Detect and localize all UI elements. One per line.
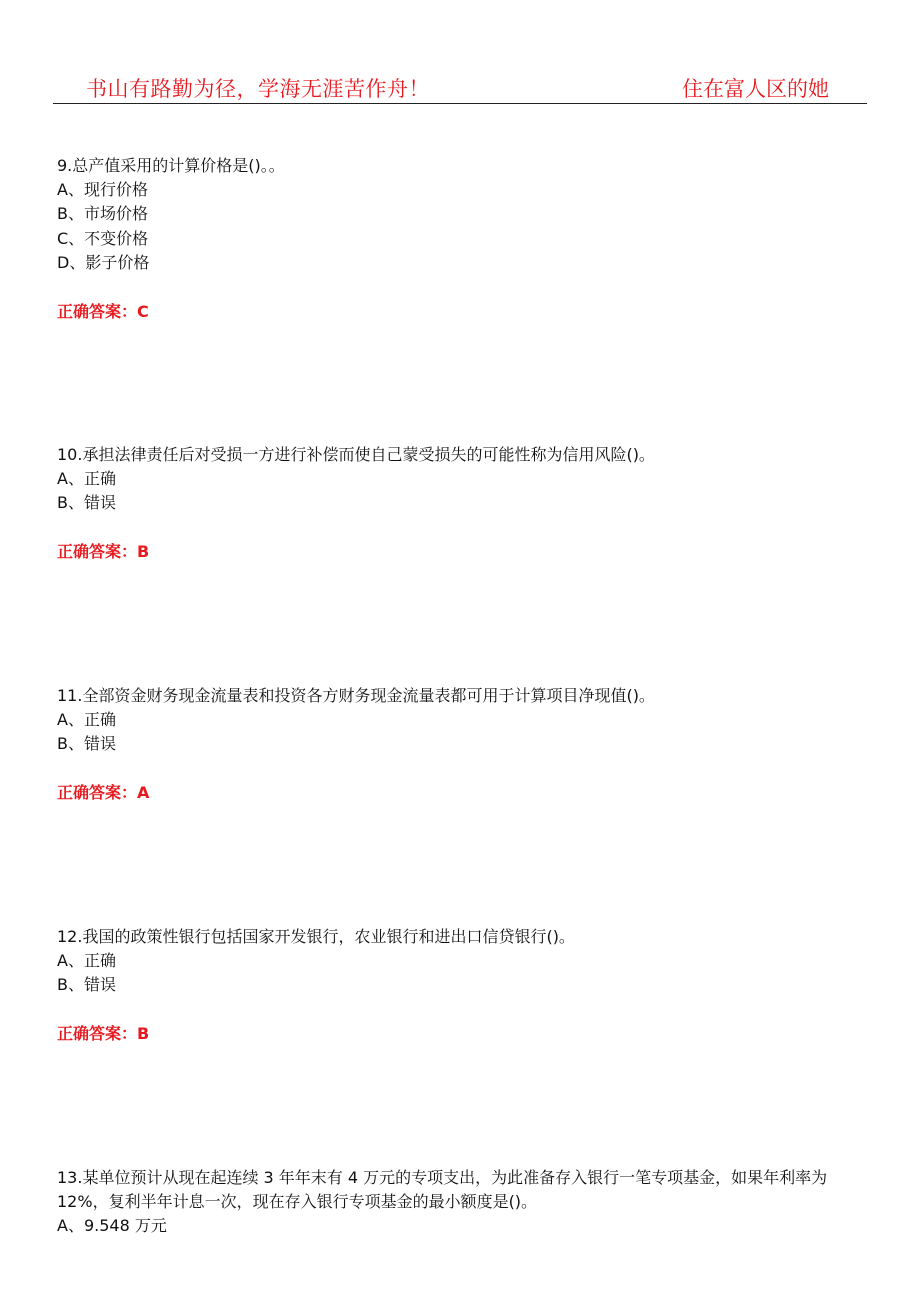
question-text: 10.承担法律责任后对受损一方进行补偿而使自己蒙受损失的可能性称为信用风险()。 [57,445,655,464]
question-text: 9.总产值采用的计算价格是()。。 [57,156,285,175]
question-9 [57,154,887,324]
option-d: D、影子价格 [57,253,150,273]
option-a: A、正确 [57,951,116,970]
question-11 [57,684,887,805]
option-b: B、错误 [57,975,116,995]
correct-answer: 正确答案：B [57,541,150,561]
question-12 [57,925,887,1046]
header-divider [53,103,867,104]
option-a: A、现行价格 [57,180,148,199]
correct-answer: 正确答案：C [57,301,149,321]
question-text: 13.某单位预计从现在起连续 3 年年末有 4 万元的专项支出，为此准备存入银行一笔专项基金，如果年利率为 12%，复利半年计息一次，现在存入银行专项基金的最小额度是()。 [57,1168,833,1211]
question-text: 12.我国的政策性银行包括国家开发银行，农业银行和进出口信贷银行()。 [57,927,575,946]
option-b: B、错误 [57,493,116,513]
correct-answer: 正确答案：A [57,782,150,802]
question-10 [57,443,887,564]
option-a: A、正确 [57,710,116,729]
option-c: C、不变价格 [57,228,149,248]
option-b: B、市场价格 [57,204,148,224]
question-text: 11.全部资金财务现金流量表和投资各方财务现金流量表都可用于计算项目净现值()。 [57,686,655,705]
question-13 [57,1166,869,1238]
correct-answer: 正确答案：B [57,1023,150,1043]
header-author: 住在富人区的她 [682,77,829,101]
header-motto: 书山有路勤为径，学海无涯苦作舟！ [86,77,430,101]
option-a: A、9.548 万元 [57,1216,167,1235]
option-a: A、正确 [57,469,116,488]
option-b: B、错误 [57,734,116,754]
page-header [0,0,920,106]
